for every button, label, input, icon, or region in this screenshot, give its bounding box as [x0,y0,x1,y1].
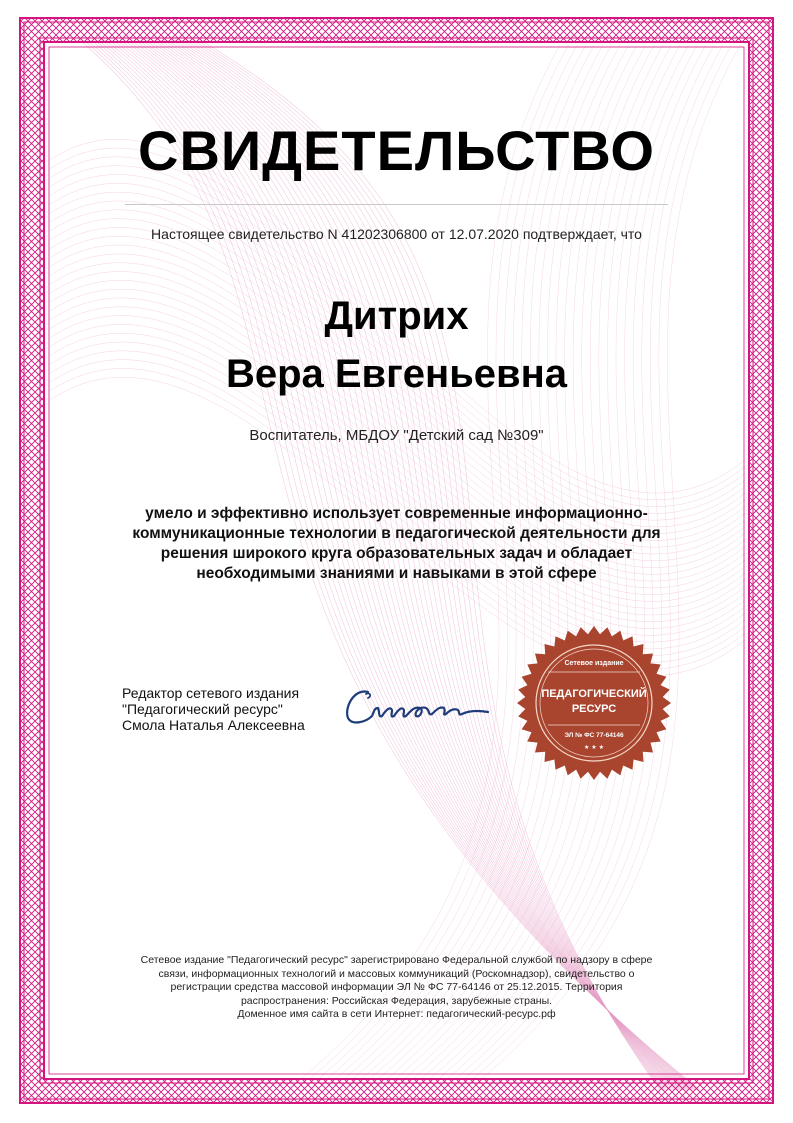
editor-block [122,685,305,733]
footer-line-3: регистрации средства массовой информации ЭЛ № ФС 77-64146 от 25.12.2015. Территория [170,981,623,993]
footer-line-5: Доменное имя сайта в сети Интернет: педагогический-ресурс.рф [237,1008,556,1020]
certificate-statement: умело и эффективно использует современные информационно-коммуникационные технологии в педагогической деятельности для решения широкого круга образовательных задач и обладает необходимыми знаниями и навыками в этой сфере [132,505,661,582]
recipient-surname: Дитрих [324,294,469,338]
certificate-intro: Настоящее свидетельство N 41202306800 от 12.07.2020 подтверждает, что [151,226,642,242]
seal-registration: ЭЛ № ФС 77-64146 [564,732,624,739]
certificate-title: СВИДЕТЕЛЬСТВО [138,119,655,182]
editor-title-line: Редактор сетевого издания [122,685,300,701]
editor-publication-line: "Педагогический ресурс" [122,701,283,717]
seal-line2: РЕСУРС [571,703,617,715]
footer-line-2: связи, информационных технологий и массовых коммуникаций (Роскомнадзор), свидетельство о [158,967,635,980]
seal-line1: ПЕДАГОГИЧЕСКИЙ [541,688,647,700]
seal-top-text: Сетевое издание [564,660,624,667]
registration-footer [110,954,683,1022]
editor-name: Смола Наталья Алексеевна [122,717,305,733]
publication-seal [516,625,672,781]
title-divider [125,204,668,205]
seal-stars: ★ ★ ★ [584,744,604,751]
recipient-position: Воспитатель, МБДОУ "Детский сад №309" [249,427,544,444]
recipient-given-names: Вера Евгеньевна [225,352,568,396]
footer-line-4: распространения: Российская Федерация, зарубежные страны. [240,994,553,1007]
editor-signature [340,678,495,738]
footer-line-1: Сетевое издание "Педагогический ресурс" зарегистрировано Федеральной службой по надзору в сфере [140,954,653,966]
